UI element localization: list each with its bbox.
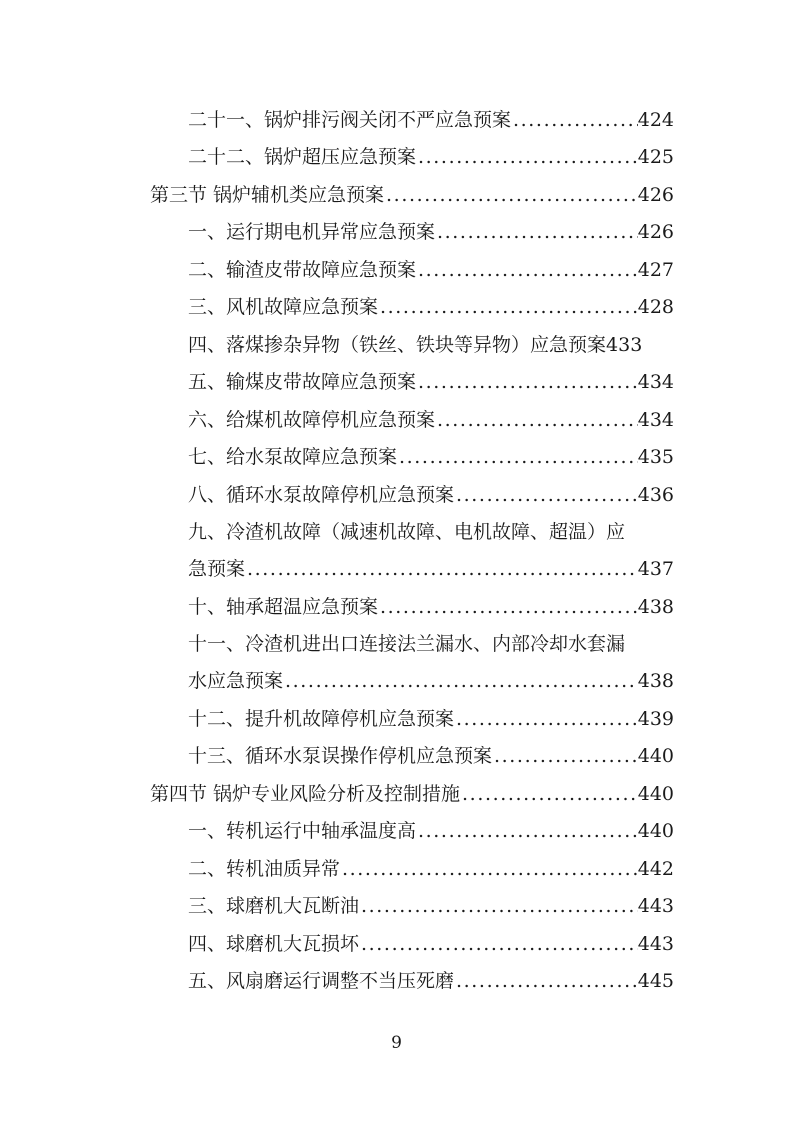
toc-entry[interactable] xyxy=(188,143,674,171)
toc-entry[interactable] xyxy=(188,967,674,995)
toc-section-entry[interactable] xyxy=(150,181,674,209)
toc-entry-page: 440 xyxy=(637,745,674,767)
toc-entry[interactable] xyxy=(188,705,674,733)
toc-dot-leader xyxy=(454,481,638,509)
toc-dot-leader xyxy=(359,892,638,920)
toc-entry-page: 434 xyxy=(637,371,674,393)
toc-entry[interactable] xyxy=(188,218,674,246)
toc-entry-page: 443 xyxy=(637,933,674,955)
toc-entry-page: 426 xyxy=(637,221,674,243)
toc-entry-first-line[interactable] xyxy=(188,518,674,546)
toc-dot-leader xyxy=(435,406,638,434)
toc-dot-leader xyxy=(416,817,638,845)
toc-entry-title: 二十二、锅炉超压应急预案 xyxy=(188,146,417,168)
toc-entry-page: 424 xyxy=(637,109,674,131)
toc-entry-title: 三、球磨机大瓦断油 xyxy=(188,895,360,917)
toc-entry-title: 四、球磨机大瓦损坏 xyxy=(188,933,360,955)
toc-entry-title: 二、转机油质异常 xyxy=(188,858,341,880)
toc-entry-title: 第四节 锅炉专业风险分析及控制措施 xyxy=(150,783,461,805)
toc-entry-title: 一、转机运行中轴承温度高 xyxy=(188,820,417,842)
toc-entry-title: 二十一、锅炉排污阀关闭不严应急预案 xyxy=(188,109,512,131)
toc-entry-page: 445 xyxy=(637,970,674,992)
toc-entry-page: 426 xyxy=(637,184,674,206)
toc-dot-leader xyxy=(460,780,638,808)
toc-entry[interactable] xyxy=(188,106,674,134)
toc-entry-page: 439 xyxy=(637,708,674,730)
toc-entry[interactable] xyxy=(188,443,674,471)
toc-entry-title: 五、风扇磨运行调整不当压死磨 xyxy=(188,970,455,992)
toc-entry-page: 442 xyxy=(637,858,674,880)
toc-entry-title: 七、给水泵故障应急预案 xyxy=(188,446,398,468)
toc-entry-title: 一、运行期电机异常应急预案 xyxy=(188,221,436,243)
toc-entry-title: 急预案 xyxy=(188,558,246,580)
toc-entry[interactable] xyxy=(188,331,688,359)
toc-entry-title: 十、轴承超温应急预案 xyxy=(188,596,379,618)
toc-entry[interactable] xyxy=(188,481,674,509)
toc-dot-leader xyxy=(378,593,638,621)
toc-entry[interactable] xyxy=(188,293,674,321)
toc-entry-title: 五、输煤皮带故障应急预案 xyxy=(188,371,417,393)
toc-entry-title: 二、输渣皮带故障应急预案 xyxy=(188,259,417,281)
toc-dot-leader xyxy=(378,293,638,321)
toc-entry-page: 440 xyxy=(637,820,674,842)
toc-dot-leader xyxy=(511,106,638,134)
toc-entry-title: 水应急预案 xyxy=(188,670,284,692)
toc-entry[interactable] xyxy=(188,256,674,284)
toc-dot-leader xyxy=(416,143,638,171)
toc-dot-leader xyxy=(340,855,638,883)
toc-entry-page: 443 xyxy=(637,895,674,917)
toc-entry[interactable] xyxy=(188,593,674,621)
toc-entry[interactable] xyxy=(188,742,674,770)
toc-section-entry[interactable] xyxy=(150,780,674,808)
toc-entry[interactable] xyxy=(188,892,674,920)
toc-entry-continuation[interactable] xyxy=(188,667,674,695)
toc-entry-page: 434 xyxy=(637,409,674,431)
toc-dot-leader xyxy=(416,368,638,396)
toc-entry-title: 三、风机故障应急预案 xyxy=(188,296,379,318)
toc-dot-leader xyxy=(245,555,638,583)
toc-entry[interactable] xyxy=(188,930,674,958)
toc-entry-title: 八、循环水泵故障停机应急预案 xyxy=(188,484,455,506)
toc-entry-page: 428 xyxy=(637,296,674,318)
toc-entry-title-line1: 九、冷渣机故障（减速机故障、电机故障、超温）应 xyxy=(188,521,626,543)
toc-entry-page: 437 xyxy=(637,558,674,580)
page-number: 9 xyxy=(391,1033,402,1053)
toc-entry-page: 433 xyxy=(606,334,643,356)
toc-entry-page: 438 xyxy=(637,596,674,618)
toc-entry[interactable] xyxy=(188,368,674,396)
toc-entry-title: 十二、提升机故障停机应急预案 xyxy=(188,708,455,730)
toc-entry-page: 436 xyxy=(637,484,674,506)
toc-dot-leader xyxy=(454,967,638,995)
toc-entry-page: 435 xyxy=(637,446,674,468)
toc-entry[interactable] xyxy=(188,817,674,845)
toc-entry-title-line1: 十一、冷渣机进出口连接法兰漏水、内部冷却水套漏 xyxy=(188,633,626,655)
toc-entry[interactable] xyxy=(188,406,674,434)
toc-dot-leader xyxy=(454,705,638,733)
toc-entry-page: 440 xyxy=(637,783,674,805)
toc-dot-leader xyxy=(283,667,638,695)
toc-entry-page: 427 xyxy=(637,259,674,281)
toc-dot-leader xyxy=(384,181,638,209)
toc-dot-leader xyxy=(359,930,638,958)
toc-entry-title: 十三、循环水泵误操作停机应急预案 xyxy=(188,745,493,767)
toc-entry-continuation[interactable] xyxy=(188,555,674,583)
toc-dot-leader xyxy=(416,256,638,284)
toc-entry-first-line[interactable] xyxy=(188,630,674,658)
toc-dot-leader xyxy=(492,742,638,770)
toc-dot-leader xyxy=(435,218,638,246)
toc-entry-title: 第三节 锅炉辅机类应急预案 xyxy=(150,184,385,206)
toc-dot-leader xyxy=(397,443,638,471)
toc-entry-title: 四、落煤掺杂异物（铁丝、铁块等异物）应急预案 xyxy=(188,334,607,356)
toc-entry-title: 六、给煤机故障停机应急预案 xyxy=(188,409,436,431)
toc-entry[interactable] xyxy=(188,855,674,883)
toc-entry-page: 425 xyxy=(637,146,674,168)
toc-entry-page: 438 xyxy=(637,670,674,692)
